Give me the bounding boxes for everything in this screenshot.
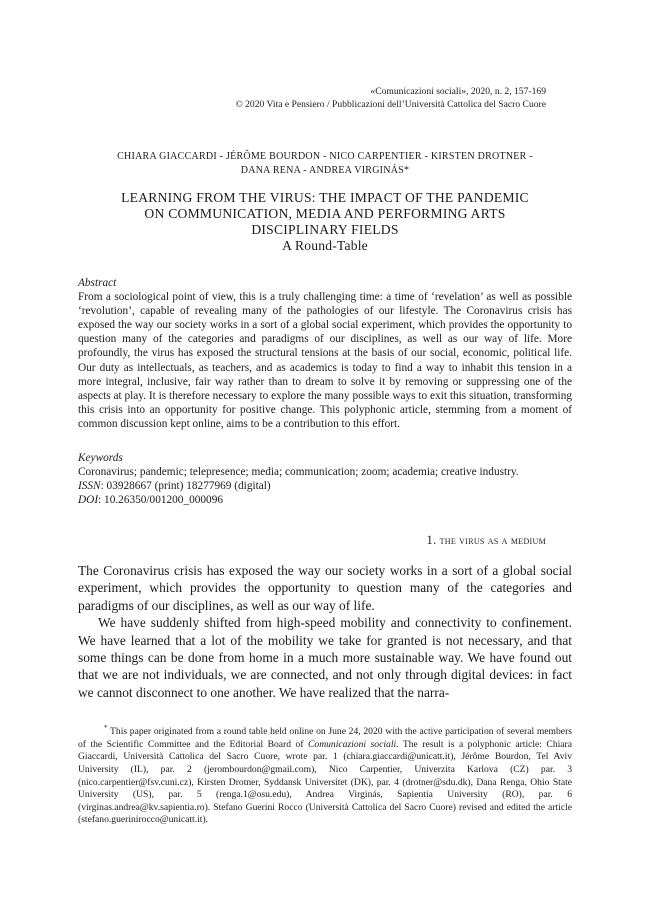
abstract-label: Abstract	[78, 277, 117, 289]
running-head	[235, 86, 546, 111]
doi-value: : 10.26350/001200_000096	[98, 494, 223, 507]
body-text	[78, 562, 572, 701]
title-line-3: DISCIPLINARY FIELDS	[251, 222, 399, 237]
issn-value: : 03928667 (print) 18277969 (digital)	[100, 480, 271, 493]
section-number: 1.	[426, 533, 437, 547]
body-paragraph-2: We have suddenly shifted from high-speed mobility and connectivity to confinement. We have learned that a lot of the mobility we take for granted is not necessary, and that some things can be done from home in a much more sustainable way. We have found out that we are not individuals, we are connected, and not only through digital devices: in fact we cannot disconnect to one another. We have realized that the narra-	[78, 615, 572, 700]
keywords-text: Coronavirus; pandemic; telepresence; media; communication; zoom; academia; creative industry.	[78, 466, 519, 479]
article-subtitle: A Round-Table	[282, 238, 368, 253]
footnote-marker: *	[104, 724, 108, 732]
footnote-journal-name: Comunicazioni sociali	[308, 738, 397, 750]
section-heading	[427, 533, 546, 548]
title-line-1: LEARNING FROM THE VIRUS: THE IMPACT OF THE PANDEMIC	[121, 190, 529, 205]
keywords-label: Keywords	[78, 452, 123, 464]
issn-row	[78, 479, 572, 493]
doi-row	[78, 493, 572, 507]
author-list	[78, 150, 572, 178]
title-line-2: ON COMMUNICATION, MEDIA AND PERFORMING ARTS	[144, 206, 506, 221]
footnote	[78, 722, 572, 827]
doi-label: DOI	[78, 494, 99, 507]
article-title	[78, 190, 572, 254]
author-line-2: DANA RENA - ANDREA VIRGINÁS*	[240, 165, 410, 176]
section-title: the virus as a medium	[439, 535, 546, 547]
footnote-text-start: This paper originated from a round table held online on June 24, 2020 with the active participation of several members of the Scientific Committee and the Editorial Board of	[78, 726, 572, 750]
abstract-section	[78, 276, 572, 431]
keywords-section	[78, 451, 572, 507]
journal-citation: «Comunicazioni sociali», 2020, n. 2, 157-169	[370, 86, 546, 97]
body-paragraph-1: The Coronavirus crisis has exposed the way our society works in a sort of a global social experiment, which provides the opportunity to question many of the categories and paradigms of our disciplines, as well as our way of life.	[78, 563, 572, 613]
footnote-text-end: . The result is a polyphonic article: Chiara Giaccardi, Università Cattolica del Sacro Cuore, wrote par. 1 (chiara.giaccardi@unicatt.it), Jérôme Bourdon, Tel Aviv University (IL), par. 2 (jerombourdon@gmail.com), Nico Carpentier, Univerzita Karlova (CZ) par. 3 (nico.carpentier@fsv.cuni.cz), Kirsten Drotner, Syddansk Universitet (DK), par. 4 (drotner@sdu.dk), Dana Renga, Ohio State University (US), par. 5 (renga.1@osu.edu), Andrea Virginás, Sapientia University (RO), par. 6 (virginas.andrea@kv.sapientia.ro). Stefano Guerini Rocco (Università Cattolica del Sacro Cuore) revised and edited the article (stefano.guerinirocco@unicatt.it).	[78, 738, 573, 826]
copyright-line: © 2020 Vita e Pensiero / Pubblicazioni dell’Università Cattolica del Sacro Cuore	[235, 98, 546, 110]
author-line-1: CHIARA GIACCARDI - JÉRÔME BOURDON - NICO CARPENTIER - KIRSTEN DROTNER -	[117, 151, 533, 162]
issn-label: ISSN	[78, 480, 101, 493]
abstract-text: From a sociological point of view, this is a truly challenging time: a time of ‘revelation’ as well as possible ‘revolution’, capable of revealing many of the pathologies of our lifestyle. The Coronavirus crisis has exposed the way our society works in a sort of a global social experiment, which provides the opportunity to question many of the categories and paradigms of our disciplines, as well as our way of life. More profoundly, the virus has exposed the structural tensions at the basis of our social, economic, political life. Our duty as intellectuals, as teachers, and as academics is today to find a way to inhabit this tension in a more integral, inclusive, fair way rather than to dream to solve it by removing or suppressing one of the aspects at play. It is therefore necessary to explore the many possible ways to exit this situation, transforming this crisis into an opportunity for positive change. This polyphonic article, stemming from a moment of common discussion kept online, aims to be a contribution to this effort.	[78, 291, 572, 430]
